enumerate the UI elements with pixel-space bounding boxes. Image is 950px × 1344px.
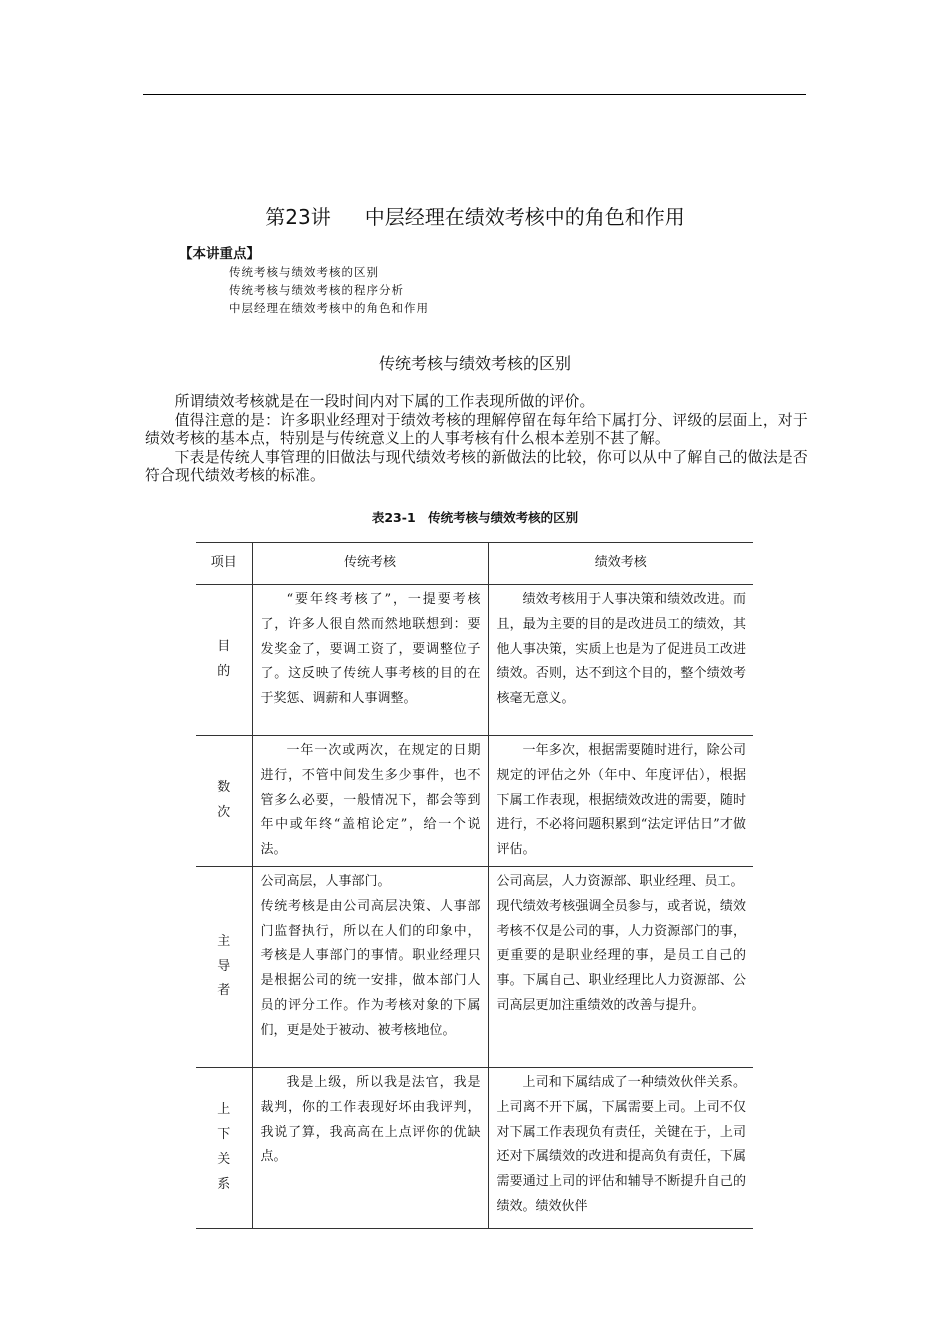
table-row [196, 585, 753, 736]
paragraph: 下表是传统人事管理的旧做法与现代绩效考核的新做法的比较，你可以从中了解自己的做法是否符合现代绩效考核的标准。 [145, 448, 808, 484]
lecture-number: 第23讲 [265, 205, 331, 229]
table-caption: 表23-1 传统考核与绩效考核的区别 [371, 510, 579, 525]
lecture-title [0, 201, 950, 230]
row-item-label: 目 的 [196, 585, 252, 736]
key-point-item: 中层经理在绩效考核中的角色和作用 [229, 301, 429, 315]
row-item-label: 数 次 [196, 736, 252, 867]
performance-cell: 一年多次，根据需要随时进行，除公司规定的评估之外（年中、年度评估），根据下属工作表现，根据绩效改进的需要，随时进行，不必将问题积累到“法定评估日”才做评估。 [488, 736, 753, 867]
header-traditional: 传统考核 [252, 543, 488, 585]
performance-cell: 上司和下属结成了一种绩效伙伴关系。上司离不开下属，下属需要上司。上司不仅对下属工作表现负有责任，关键在于，上司还对下属绩效的改进和提高负有责任，下属需要通过上司的评估和辅导不断提升自己的绩效。绩效伙伴 [488, 1067, 753, 1228]
table-row [196, 1067, 753, 1228]
table-row [196, 736, 753, 867]
row-item-label: 上 下 关 系 [196, 1067, 252, 1228]
row-item-label: 主 导 者 [196, 866, 252, 1067]
traditional-cell: 我是上级，所以我是法官，我是裁判，你的工作表现好坏由我评判，我说了算，我高高在上点评你的优缺点。 [252, 1067, 488, 1228]
lecture-name: 中层经理在绩效考核中的角色和作用 [364, 205, 685, 229]
comparison-table [196, 542, 753, 1229]
performance-cell: 绩效考核用于人事决策和绩效改进。而且，最为主要的目的是改进员工的绩效，其他人事决策，实质上也是为了促进员工改进绩效。否则，达不到这个目的，整个绩效考核毫无意义。 [488, 585, 753, 736]
traditional-cell: 一年一次或两次，在规定的日期进行，不管中间发生多少事件，也不管多么必要，一般情况下，都会等到年中或年终“盖棺论定”，给一个说法。 [252, 736, 488, 867]
traditional-cell: “要年终考核了”，一提要考核了，许多人很自然而然地联想到：要发奖金了，要调工资了，要调整位子了。这反映了传统人事考核的目的在于奖惩、调薪和人事调整。 [252, 585, 488, 736]
key-point-item: 传统考核与绩效考核的区别 [229, 265, 379, 279]
traditional-cell: 公司高层，人事部门。 传统考核是由公司高层决策、人事部门监督执行，所以在人们的印象中，考核是人事部门的事情。职业经理只是根据公司的统一安排，做本部门人员的评分工作。作为考核对象的下属们，更是处于被动、被考核地位。 [252, 866, 488, 1067]
key-point-item: 传统考核与绩效考核的程序分析 [229, 283, 404, 297]
table-header-row [196, 543, 753, 585]
paragraph: 值得注意的是：许多职业经理对于绩效考核的理解停留在每年给下属打分、评级的层面上，对于绩效考核的基本点，特别是与传统意义上的人事考核有什么根本差别不甚了解。 [145, 411, 808, 447]
paragraph: 所谓绩效考核就是在一段时间内对下属的工作表现所做的评价。 [174, 393, 595, 410]
table-row [196, 866, 753, 1067]
key-points-list [179, 263, 429, 317]
header-performance: 绩效考核 [488, 543, 753, 585]
performance-cell: 公司高层，人力资源部、职业经理、员工。 现代绩效考核强调全员参与，或者说，绩效考核不仅是公司的事，人力资源部门的事，更重要的是职业经理的事，是员工自己的事。下属自己、职业经理比人力资源部、公司高层更加注重绩效的改善与提升。 [488, 866, 753, 1067]
body-text [145, 393, 808, 486]
key-points [179, 246, 429, 317]
header-item: 项目 [196, 543, 252, 585]
header-rule [143, 94, 806, 95]
key-points-heading: 【本讲重点】 [179, 246, 260, 262]
section-title: 传统考核与绩效考核的区别 [378, 354, 571, 373]
